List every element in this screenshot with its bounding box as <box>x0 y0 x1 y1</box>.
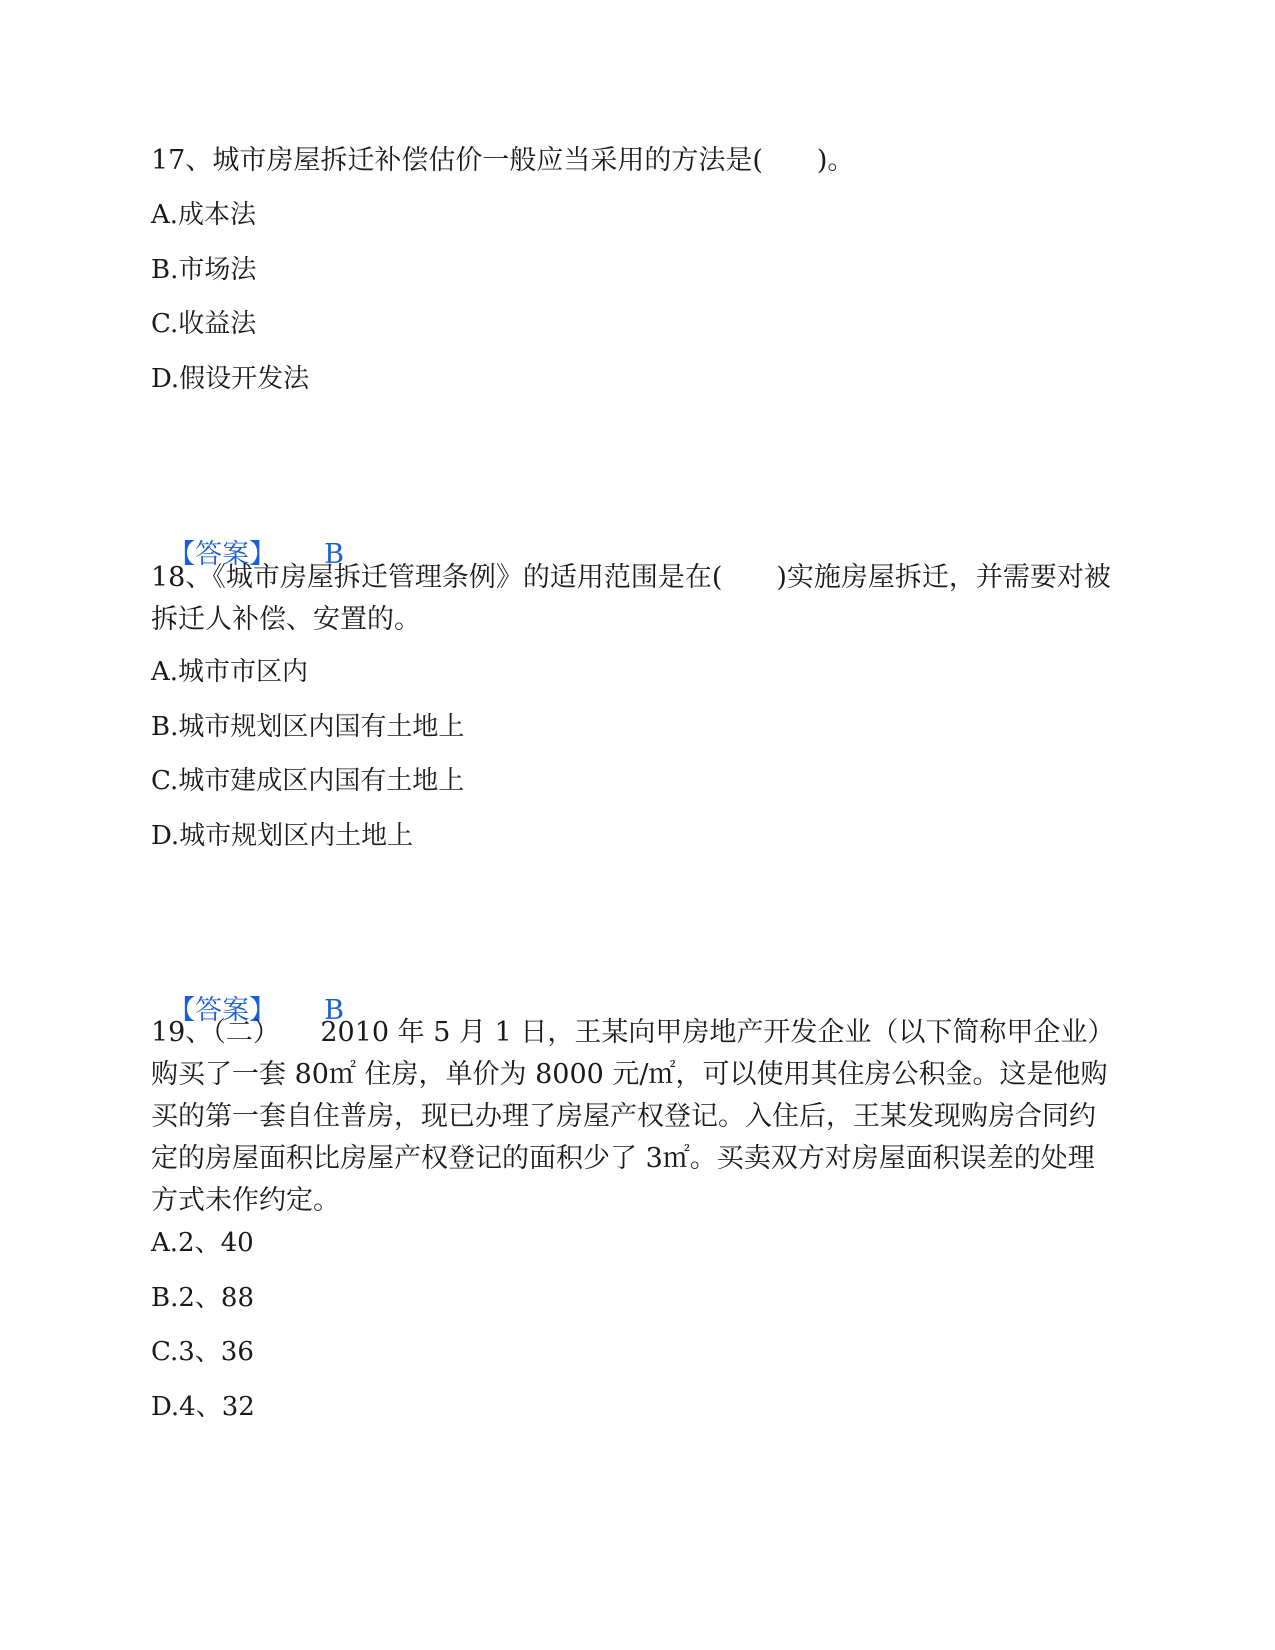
option-c: C.收益法 <box>151 309 257 339</box>
answer-value: B <box>324 995 345 1026</box>
option-b: B.城市规划区内国有土地上 <box>151 712 465 742</box>
option-a: A.城市市区内 <box>151 657 309 687</box>
option-a: A.2、40 <box>151 1228 254 1258</box>
question-19 <box>151 1012 1121 1222</box>
option-b: B.市场法 <box>151 255 257 285</box>
answer-label: 【答案】 <box>168 995 277 1026</box>
answer-value: B <box>324 539 345 570</box>
option-b: B.2、88 <box>151 1283 254 1313</box>
question-18 <box>151 557 1121 641</box>
option-c: C.城市建成区内国有土地上 <box>151 766 465 796</box>
option-a: A.成本法 <box>151 200 257 230</box>
answer-label: 【答案】 <box>168 539 277 570</box>
option-d: D.假设开发法 <box>151 364 310 394</box>
option-c: C.3、36 <box>151 1337 254 1367</box>
option-d: D.4、32 <box>151 1392 255 1422</box>
question-stem: 17、城市房屋拆迁补偿估价一般应当采用的方法是( )。 <box>151 145 855 176</box>
question-stem: 19、（二） 2010 年 5 月 1 日，王某向甲房地产开发企业（以下简称甲企业）购买了一套 80㎡ 住房，单价为 8000 元/㎡，可以使用其住房公积金。这是他购买的第一套自住普房，现已办理了房屋产权登记。入住后，王某发现购房合同约定的房屋面积比房屋产权登记的面积少了 3㎡。买卖双方对房屋面积误差的处理方式未作约定。 <box>151 1017 1115 1216</box>
question-stem: 18、《城市房屋拆迁管理条例》的适用范围是在( )实施房屋拆迁，并需要对被拆迁人补偿、安置的。 <box>151 562 1111 635</box>
option-d: D.城市规划区内土地上 <box>151 821 414 851</box>
question-17 <box>151 140 1121 182</box>
